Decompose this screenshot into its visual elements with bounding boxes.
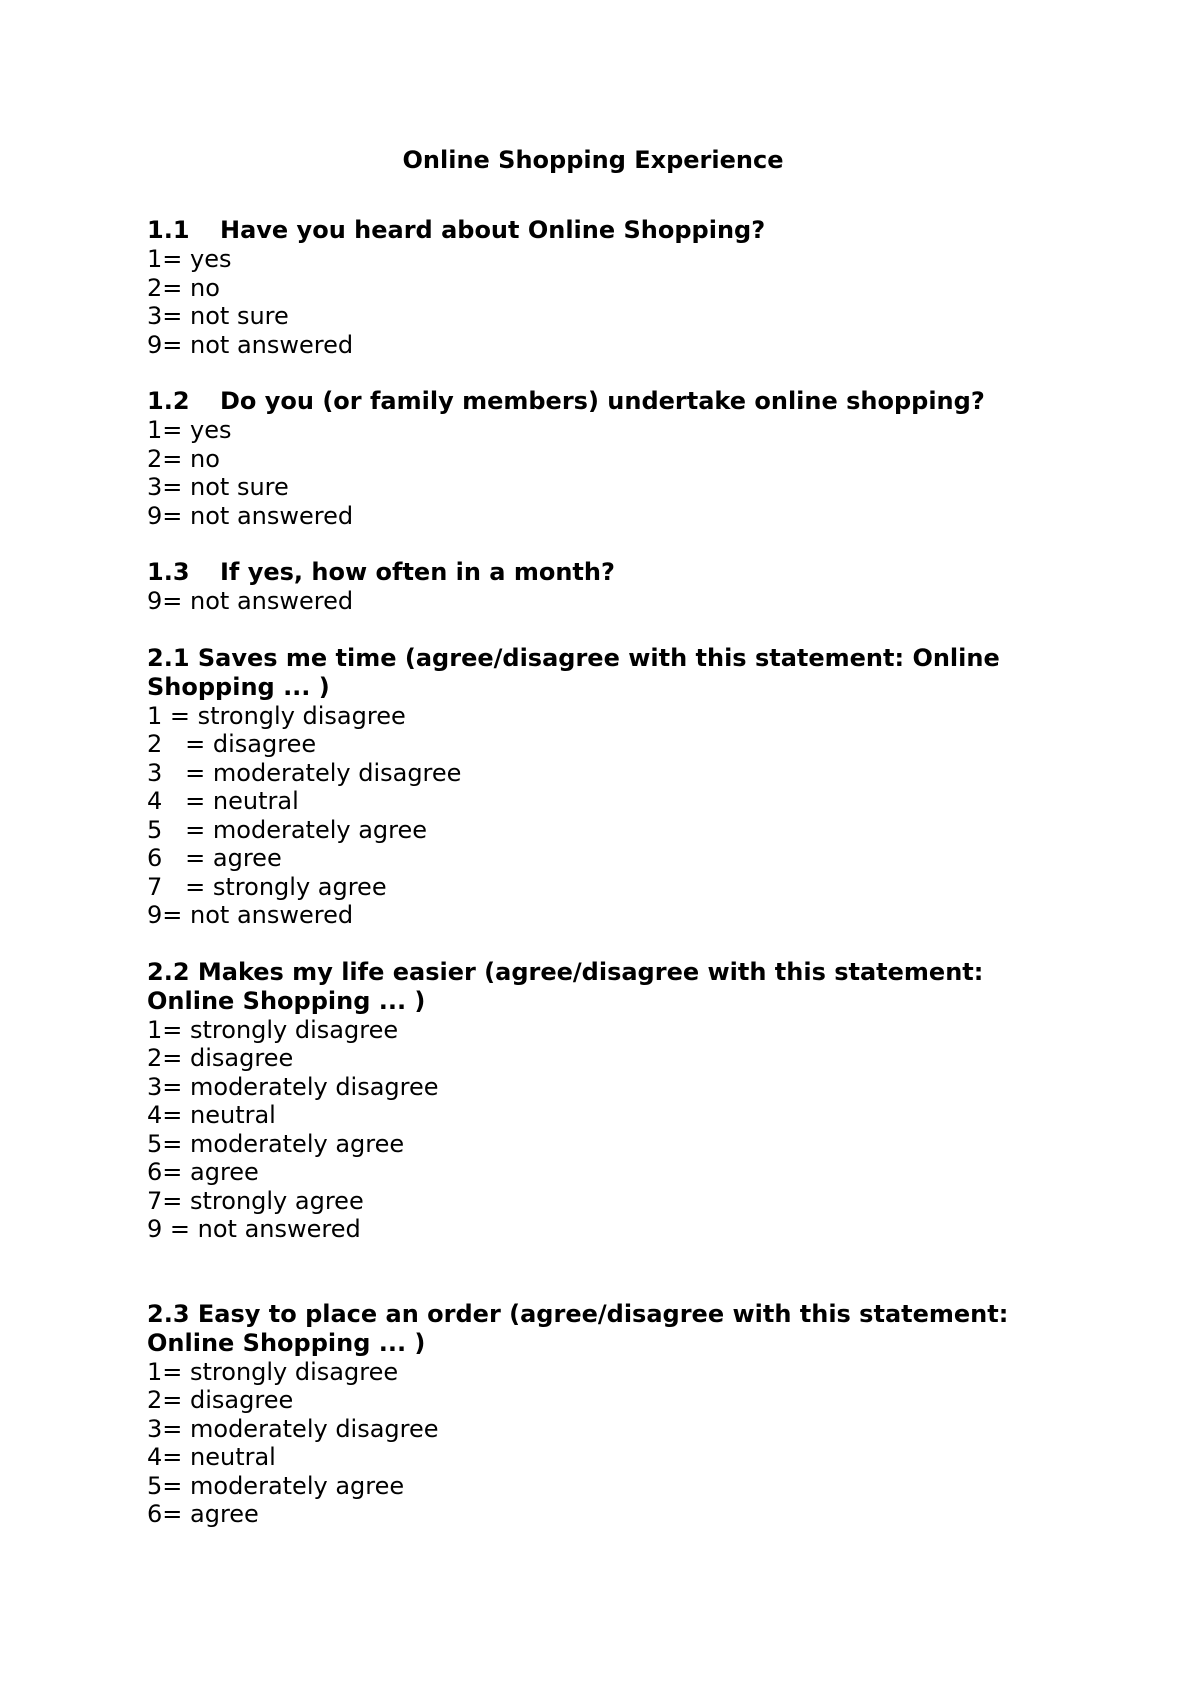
question-heading-line-1: 2.3 Easy to place an order (agree/disagree with this statement: xyxy=(147,1299,1009,1328)
answer-option: 1= yes xyxy=(147,245,232,273)
question-heading-line-2: Online Shopping ... ) xyxy=(147,1328,426,1357)
question-heading xyxy=(147,216,1047,245)
document-page xyxy=(147,140,1047,1529)
question-heading xyxy=(147,558,1047,587)
question-heading-line-2: Shopping ... ) xyxy=(147,672,330,701)
answer-option: 2= disagree xyxy=(147,1386,294,1414)
answer-option: 9 = not answered xyxy=(147,1215,361,1243)
question-1-3 xyxy=(147,558,1047,616)
answer-option: 3= not sure xyxy=(147,302,289,330)
answer-option: 2= no xyxy=(147,273,220,302)
answer-option: 5= moderately agree xyxy=(147,1129,405,1158)
answer-option: 3 = moderately disagree xyxy=(147,758,462,787)
answer-option: 6= agree xyxy=(147,1158,259,1186)
question-heading xyxy=(147,387,1047,416)
question-text: Do you (or family members) undertake online shopping? xyxy=(220,387,985,415)
question-number: 1.3 xyxy=(147,558,190,586)
question-1-2 xyxy=(147,387,1047,530)
answer-option: 6 = agree xyxy=(147,844,282,872)
answer-option: 9= not answered xyxy=(147,330,354,359)
document-title: Online Shopping Experience xyxy=(402,146,784,174)
answer-option: 9= not answered xyxy=(147,587,354,615)
answer-option: 7 = strongly agree xyxy=(147,872,387,901)
question-2-2 xyxy=(147,958,1047,1244)
answer-option: 9= not answered xyxy=(147,501,354,530)
answer-option: 2= no xyxy=(147,444,220,473)
answer-option: 4= neutral xyxy=(147,1443,276,1471)
question-2-3 xyxy=(147,1300,1047,1529)
answer-option: 3= moderately disagree xyxy=(147,1414,439,1443)
answer-option: 6= agree xyxy=(147,1500,259,1528)
answer-option: 1= yes xyxy=(147,416,232,444)
answer-option: 9= not answered xyxy=(147,901,354,929)
question-text: If yes, how often in a month? xyxy=(220,558,615,586)
question-1-1 xyxy=(147,216,1047,359)
question-heading-line-1: 2.2 Makes my life easier (agree/disagree with this statement: xyxy=(147,957,984,986)
answer-option: 1 = strongly disagree xyxy=(147,701,406,730)
answer-option: 1= strongly disagree xyxy=(147,1357,399,1386)
question-heading-line-1: 2.1 Saves me time (agree/disagree with this statement: Online xyxy=(147,643,1000,672)
answer-option: 7= strongly agree xyxy=(147,1186,364,1215)
question-2-1 xyxy=(147,644,1047,930)
answer-option: 5= moderately agree xyxy=(147,1471,405,1500)
answer-option: 2= disagree xyxy=(147,1044,294,1072)
answer-option: 2 = disagree xyxy=(147,730,317,758)
question-text: Have you heard about Online Shopping? xyxy=(220,216,766,244)
question-heading-line-2: Online Shopping ... ) xyxy=(147,986,426,1015)
answer-option: 4 = neutral xyxy=(147,787,299,815)
answer-option: 3= moderately disagree xyxy=(147,1072,439,1101)
answer-option: 4= neutral xyxy=(147,1101,276,1129)
answer-option: 3= not sure xyxy=(147,473,289,501)
question-number: 1.1 xyxy=(147,216,190,244)
question-number: 1.2 xyxy=(147,387,190,415)
answer-option: 1= strongly disagree xyxy=(147,1015,399,1044)
answer-option: 5 = moderately agree xyxy=(147,815,428,844)
